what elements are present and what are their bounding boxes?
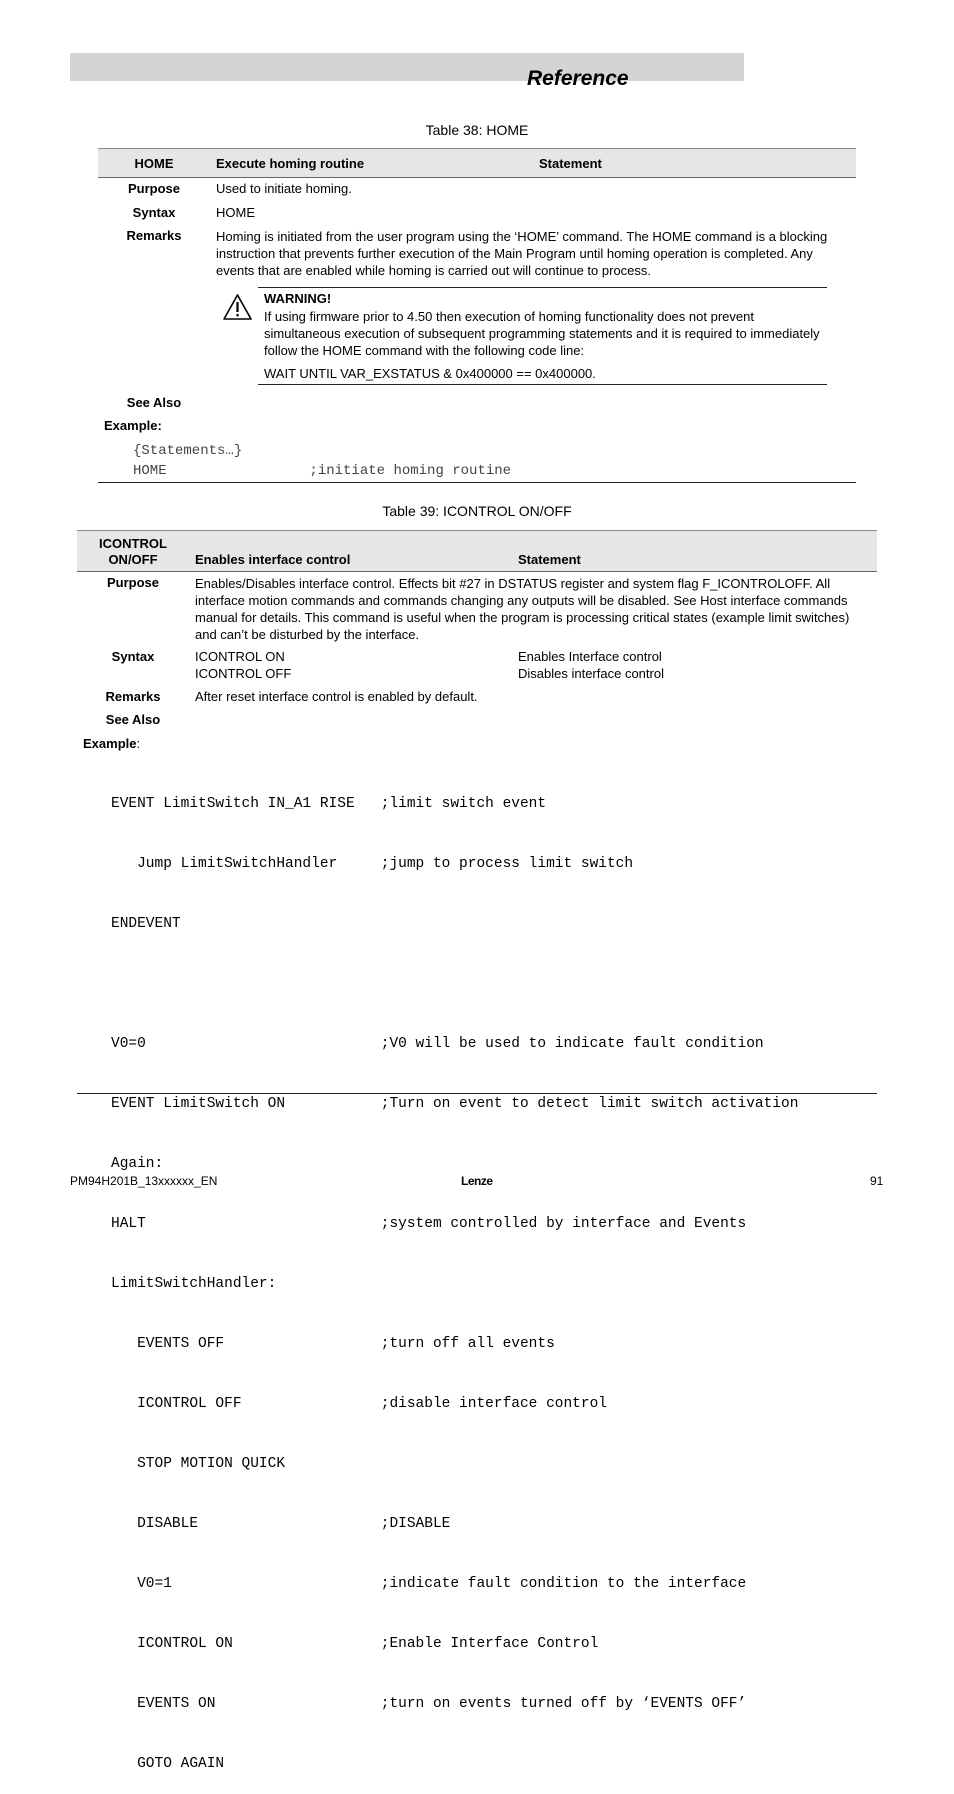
warning-code-line: WAIT UNTIL VAR_EXSTATUS & 0x400000 == 0x400000. [264,366,596,381]
table38-bottom-rule [98,482,856,483]
table38-syntax: HOME [216,205,255,220]
syntax-description: Disables interface control [518,666,664,681]
warning-top-rule [258,287,827,288]
table38-purpose: Used to initiate homing. [216,181,352,196]
warning-title: WARNING! [264,291,332,306]
table38-header-desc: Execute homing routine [216,156,365,171]
table39-example-colon: : [136,736,141,751]
warning-text: If using firmware prior to 4.50 then execution of homing functionality does not prevent simultaneous execution of subsequent programming statements and it is required to immediately follow the HOME command with the following code line: [264,309,820,358]
syntax-command: ICONTROL OFF [195,666,292,681]
table38-header [98,148,856,178]
footer-brand-logo: Lenze [461,1174,493,1188]
table38-seealso-label: See Also [126,395,182,410]
table39-caption: Table 39: ICONTROL ON/OFF [382,503,572,519]
table39-syntax-label: Syntax [111,649,155,664]
code-line: ENDEVENT [111,916,181,932]
table39-seealso-label: See Also [105,712,161,727]
table39-remarks-label: Remarks [105,689,161,704]
code-line: STOP MOTION QUICK [111,1456,286,1472]
table38-header-type: Statement [539,156,602,171]
code-line: ICONTROL ON ;Enable Interface Control [111,1636,599,1652]
table39-purpose-label: Purpose [106,575,159,590]
code-line: Again: [111,1156,164,1172]
table38-caption: Table 38: HOME [425,122,529,138]
table39-header-type: Statement [518,552,581,567]
warning-bottom-rule [258,384,827,385]
code-line: V0=1 ;indicate fault condition to the interface [111,1576,747,1592]
table38-example-label: Example: [104,418,162,433]
code-line: V0=0 ;V0 will be used to indicate fault condition [111,1036,764,1052]
table39-header-name [77,536,189,568]
code-line: EVENTS ON ;turn on events turned off by ‘EVENTS OFF’ [111,1696,747,1712]
table38-syntax-label: Syntax [132,205,176,220]
footer-doc-id: PM94H201B_13xxxxxx_EN [70,1174,218,1188]
table38-remarks: Homing is initiated from the user program using the ‘HOME’ command. The HOME command is a blocking instruction that prevents further execution of the Main Program until homing operation is completed. Any events that are enabled while homing is carried out will continue to process. [216,229,828,278]
table39-purpose: Enables/Disables interface control. Effects bit #27 in DSTATUS register and system flag F_ICONTROLOFF. All interface motion commands and commands changing any outputs will be disabled. See Host interface commands manual for details. This command is useful when the program is processing critical states (example limit switches) and can’t be disturbed by the interface. [195,576,850,642]
table39-bottom-rule [77,1093,877,1094]
table38-example-line: {Statements…} [133,443,243,459]
code-line: EVENT LimitSwitch IN_A1 RISE ;limit switch event [111,796,547,812]
code-line: ICONTROL OFF ;disable interface control [111,1396,607,1412]
header-bar [70,53,744,81]
table39-header-name-line1: ICONTROL [99,536,167,551]
table39-example-label-text: Example [83,736,137,751]
table38-header-name: HOME [134,156,174,171]
code-line: EVENTS OFF ;turn off all events [111,1336,555,1352]
syntax-command: ICONTROL ON [195,649,285,664]
footer-page-number: 91 [870,1174,884,1188]
table39-example-label [83,736,140,751]
code-line: DISABLE ;DISABLE [111,1516,451,1532]
code-line [111,974,798,994]
section-title: Reference [527,67,629,90]
code-line: Jump LimitSwitchHandler ;jump to process limit switch [111,856,634,872]
table39-remarks: After reset interface control is enabled by default. [195,689,478,704]
code-line: HALT ;system controlled by interface and Events [111,1216,747,1232]
table38-remarks-label: Remarks [126,228,182,243]
warning-triangle-icon [222,293,253,321]
code-line: EVENT LimitSwitch ON ;Turn on event to detect limit switch activation [111,1096,799,1112]
table39-header-desc: Enables interface control [195,552,351,567]
table38-purpose-label: Purpose [127,181,180,196]
table38-example-line: HOME ;initiate homing routine [133,463,512,479]
code-block [111,754,798,1794]
table39-header [77,530,877,572]
code-line: LimitSwitchHandler: [111,1276,277,1292]
table39-header-name-line2: ON/OFF [108,552,158,567]
code-line: GOTO AGAIN [111,1756,225,1772]
syntax-description: Enables Interface control [518,649,662,664]
